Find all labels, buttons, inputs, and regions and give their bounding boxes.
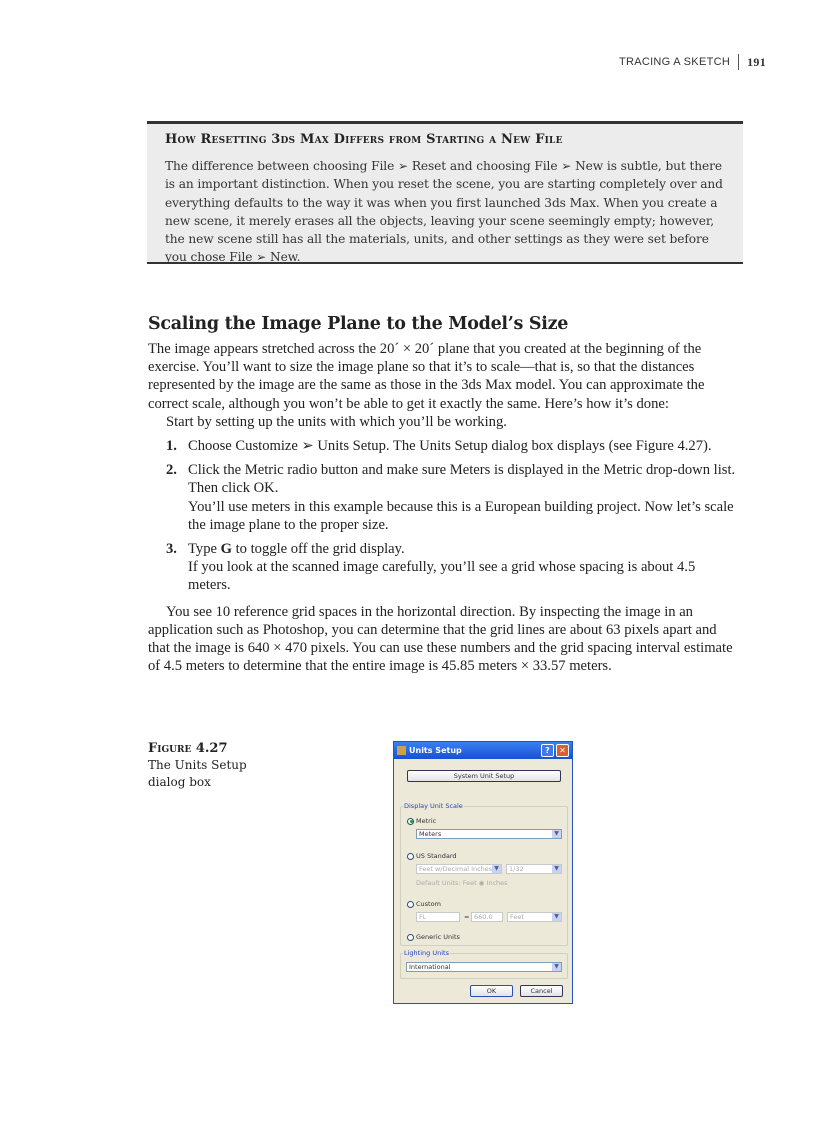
step-3: 3. Type G to toggle off the grid display. [166,541,405,558]
units-setup-dialog [393,741,573,1004]
step-2: 2. Click the Metric radio button and make sure Meters is displayed in the Metric drop-down list. Then click OK. [166,462,736,497]
custom-value-input[interactable]: 660.0 [471,912,503,922]
figure-text: The Units Setup dialog box [148,758,247,789]
group-label: Lighting Units [404,949,449,957]
group-label: Display Unit Scale [404,802,463,810]
metric-dropdown[interactable]: Meters ▼ [416,829,562,839]
figure-caption [148,740,248,791]
step-1: 1. Choose Customize ➢ Units Setup. The Units Setup dialog box displays (see Figure 4.27). [166,438,712,455]
step-note: If you look at the scanned image carefully, you’ll see a grid whose spacing is about 4.5 meters. [188,559,696,594]
paragraph: Start by setting up the units with which you’ll be working. [166,413,507,430]
system-unit-setup-button[interactable]: System Unit Setup [407,770,561,782]
ok-button[interactable]: OK [470,985,513,997]
display-unit-scale-group [400,806,568,946]
page-number: 191 [747,54,766,69]
us-standard-radio[interactable]: US Standard [407,852,457,860]
chevron-down-icon: ▼ [552,830,561,838]
title-bar: Units Setup ? ✕ [394,742,572,759]
metric-radio[interactable]: Metric [407,817,436,825]
running-head-section: TRACING A SKETCH [618,56,731,68]
running-head [619,54,766,70]
lighting-units-dropdown[interactable]: International ▼ [406,962,562,972]
paragraph: You see 10 reference grid spaces in the horizontal direction. By inspecting the image in an application such as Photoshop, you can determine that the grid lines are about 63 pixels apart and that the image is 640 × 470 pixels. You can use these numbers and the grid spacing interval estimate of 4.5 meters to determine that the entire image is 45.85 meters × 33.57 meters. [148,603,733,675]
cancel-button[interactable]: Cancel [520,985,563,997]
section-heading: Scaling the Image Plane to the Model’s Size [148,314,569,334]
divider [738,54,739,70]
default-units: Default Units: Feet ◉ Inches [416,879,508,887]
us-standard-dropdown[interactable]: Feet w/Decimal Inches ▼ [416,864,502,874]
app-icon [397,746,406,755]
generic-units-radio[interactable]: Generic Units [407,933,460,941]
custom-radio[interactable]: Custom [407,900,441,908]
body-text [148,340,738,675]
close-icon[interactable]: ✕ [556,744,569,757]
fraction-dropdown[interactable]: 1/32 ▼ [506,864,562,874]
custom-unit-dropdown[interactable]: Feet ▼ [507,912,562,922]
paragraph: The image appears stretched across the 20´ × 20´ plane that you created at the beginning of the exercise. You’ll want to size the image plane so that it’s to scale—that is, so that the distances represented by the image are the same as those in the 3ds Max model. You can approximate the correct scale, although you won’t be able to get it exactly the same. Here’s how it’s done: [148,341,705,412]
custom-name-input[interactable]: FL [416,912,460,922]
equals-sign: = [464,913,470,921]
help-icon[interactable]: ? [541,744,554,757]
step-note: You’ll use meters in this example because this is a European building project. Now let’s scale the image plane to the proper size. [188,498,734,533]
sidebar-title: How Resetting 3ds Max Differs from Starting a New File [165,132,563,147]
sidebar-box [147,121,743,264]
sidebar-text: The difference between choosing File ➢ Reset and choosing File ➢ New is subtle, but there is an important distinction. When you reset the scene, you are starting completely over and everything defaults to the way it was when you first launched 3ds Max. When you create a new scene, it merely erases all the objects, leaving your scene seemingly empty; however, the new scene still has all the materials, units, and other settings as they were set before you chose File ➢ New. [165,159,723,265]
figure-label: Figure 4.27 [148,741,228,756]
